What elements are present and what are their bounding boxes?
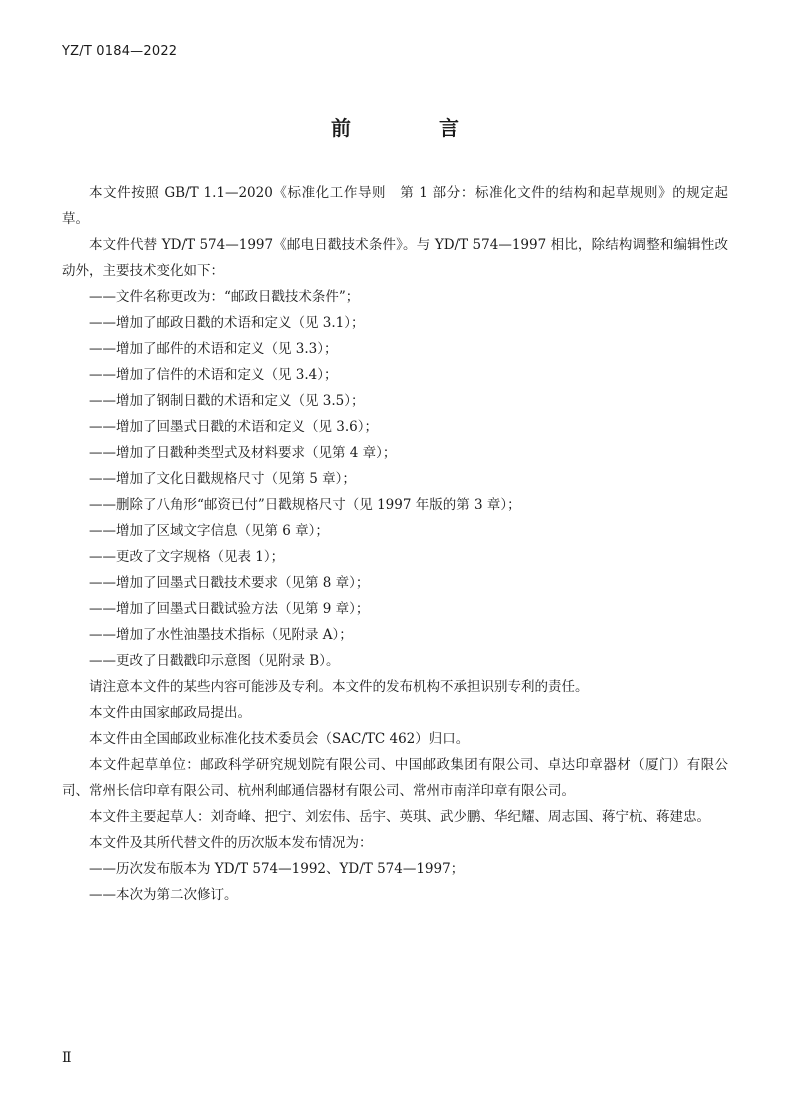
change-item: ——更改了文字规格（见表 1）； [89,549,285,565]
page-number: Ⅱ [62,1050,72,1066]
change-item: ——增加了日戳种类型式及材料要求（见第 4 章）； [89,445,397,461]
change-item: ——增加了水性油墨技术指标（见附录 A）； [89,627,353,643]
paragraph-proposer: 本文件由国家邮政局提出。 [89,705,251,721]
change-item: ——增加了钢制日戳的术语和定义（见 3.5）； [89,393,365,409]
change-item: ——增加了回墨式日戳技术要求（见第 8 章）； [89,575,370,591]
change-item: ——增加了文化日戳规格尺寸（见第 5 章）； [89,471,356,487]
changes-list [62,284,728,674]
change-item: ——增加了信件的术语和定义（见 3.4）； [89,367,338,383]
paragraph-drafters: 本文件主要起草人：刘奇峰、把宁、刘宏伟、岳宇、英琪、武少鹏、华纪耀、周志国、蒋宁杭、蒋建忠。 [89,809,710,825]
history-item: ——本次为第二次修订。 [89,887,238,903]
change-item: ——增加了邮件的术语和定义（见 3.3）； [89,341,338,357]
history-item: ——历次发布版本为 YD/T 574—1992、YD/T 574—1997； [89,861,465,877]
change-item: ——更改了日戳戳印示意图（见附录 B）。 [89,653,340,669]
paragraph-drafting-rules: 本文件按照 GB/T 1.1—2020《标准化工作导则 第 1 部分：标准化文件的结构和起草规则》的规定起草。 [62,185,728,227]
change-item: ——增加了邮政日戳的术语和定义（见 3.1）； [89,315,365,331]
paragraph-patent-notice: 请注意本文件的某些内容可能涉及专利。本文件的发布机构不承担识别专利的责任。 [89,679,589,695]
page-title: 前 言 [331,116,493,140]
document-body [62,180,728,908]
change-item: ——文件名称更改为：“邮政日戳技术条件”； [89,289,360,305]
change-item: ——增加了区域文字信息（见第 6 章）； [89,523,329,539]
change-item: ——增加了回墨式日戳试验方法（见第 9 章）； [89,601,370,617]
history-list [62,856,728,908]
document-code: YZ/T 0184—2022 [62,44,178,59]
paragraph-replaces: 本文件代替 YD/T 574—1997《邮电日戳技术条件》。与 YD/T 574—1997 相比，除结构调整和编辑性改动外，主要技术变化如下： [62,237,728,279]
change-item: ——增加了回墨式日戳的术语和定义（见 3.6）； [89,419,379,435]
change-item: ——删除了八角形“邮资已付”日戳规格尺寸（见 1997 年版的第 3 章）； [89,497,521,513]
paragraph-technical-committee: 本文件由全国邮政业标准化技术委员会（SAC/TC 462）归口。 [89,731,470,747]
paragraph-version-history: 本文件及其所代替文件的历次版本发布情况为： [89,835,373,851]
paragraph-drafting-units: 本文件起草单位：邮政科学研究规划院有限公司、中国邮政集团有限公司、卓达印章器材（厦门）有限公司、常州长信印章有限公司、杭州利邮通信器材有限公司、常州市南洋印章有限公司。 [62,757,728,799]
